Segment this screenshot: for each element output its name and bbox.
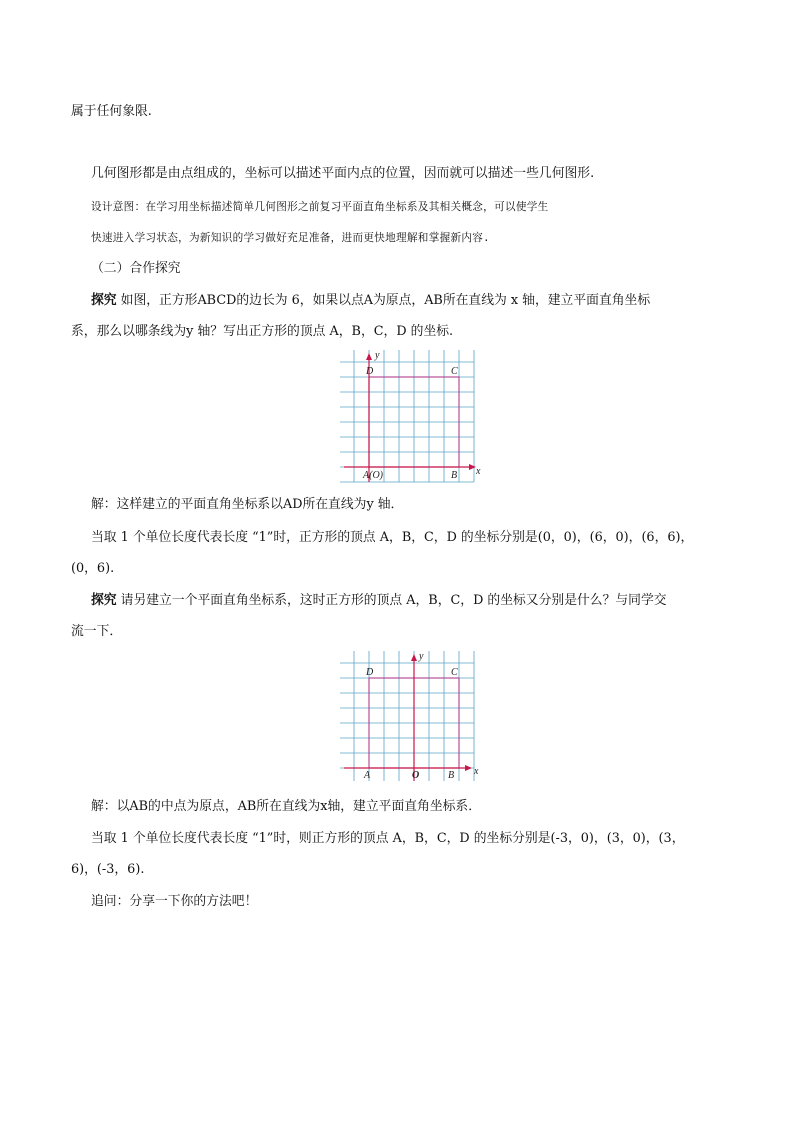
figure-square-origin-midpoint [340,651,490,785]
solution1-line-2: 当取 1 个单位长度代表长度 “1”时，正方形的顶点 A，B，C，D 的坐标分别是(0，0)，(6，0)，(6，6)， [91,530,694,545]
figure1-label-C: C [451,366,458,377]
solution2-line-1: 解：以AB的中点为原点，AB所在直线为x轴，建立平面直角坐标系． [91,799,482,814]
figure1-label-A-O: A(O) [363,470,383,481]
design-intent-line-2: 快速进入学习状态，为新知识的学习做好充足准备，进而更快地理解和掌握新内容. [91,232,490,244]
figure1-label-D: D [366,366,374,377]
figure2-y-arrow [411,654,417,661]
explore2-line-1 [91,592,667,610]
figure2-label-y: y [419,651,424,662]
figure1-y-arrow [366,353,372,360]
figure1-label-B: B [451,470,458,481]
figure2-label-B: B [448,770,455,781]
figure2-x-arrow [465,765,472,771]
figure2-label-A: A [364,770,371,781]
figure1-label-y: y [375,350,380,361]
explore1-line-2: 系，那么以哪条线为y 轴？写出正方形的顶点 A，B，C，D 的坐标. [71,324,454,339]
solution1-line-1: 解：这样建立的平面直角坐标系以AD所在直线为y 轴． [91,497,404,512]
paragraph-intro: 几何图形都是由点组成的，坐标可以描述平面内点的位置，因而就可以描述一些几何图形. [91,166,595,181]
figure2-label-O: O [412,770,420,781]
explore2-text: 请另建立一个平面直角坐标系，这时正方形的顶点 A，B，C，D 的坐标又分别是什么？与同学交 [116,593,667,608]
figure1-svg [340,350,490,486]
explore1-text: 如图，正方形ABCD的边长为 6，如果以点A为原点，AB所在直线为 x 轴，建立平面直角坐标 [116,293,651,308]
figure2-label-D: D [366,667,374,678]
followup-question: 追问：分享一下你的方法吧！ [91,894,258,909]
figure1-label-x: x [476,466,481,477]
explore2-label: 探究 [91,593,117,608]
figure2-svg [340,651,490,785]
figure2-label-x: x [474,766,479,777]
solution2-line-3: 6)，(-3，6). [71,862,145,877]
figure1-x-arrow [469,464,476,470]
explore1-label: 探究 [91,293,117,308]
explore1-line-1 [91,292,650,310]
paragraph-quadrant: 属于任何象限. [71,104,152,119]
design-intent-line-1: 设计意图：在学习用坐标描述简单几何图形之前复习平面直角坐标系及其相关概念，可以使学生 [91,201,549,213]
section-title: （二）合作探究 [91,261,181,276]
explore2-line-2: 流一下． [71,624,123,639]
solution2-line-2: 当取 1 个单位长度代表长度 “1”时，则正方形的顶点 A，B，C，D 的坐标分别是(-3，0)，(3，0)，(3， [91,831,685,846]
solution1-line-3: (0，6). [71,561,115,576]
figure2-label-C: C [451,667,458,678]
figure-square-origin-a [340,350,490,486]
